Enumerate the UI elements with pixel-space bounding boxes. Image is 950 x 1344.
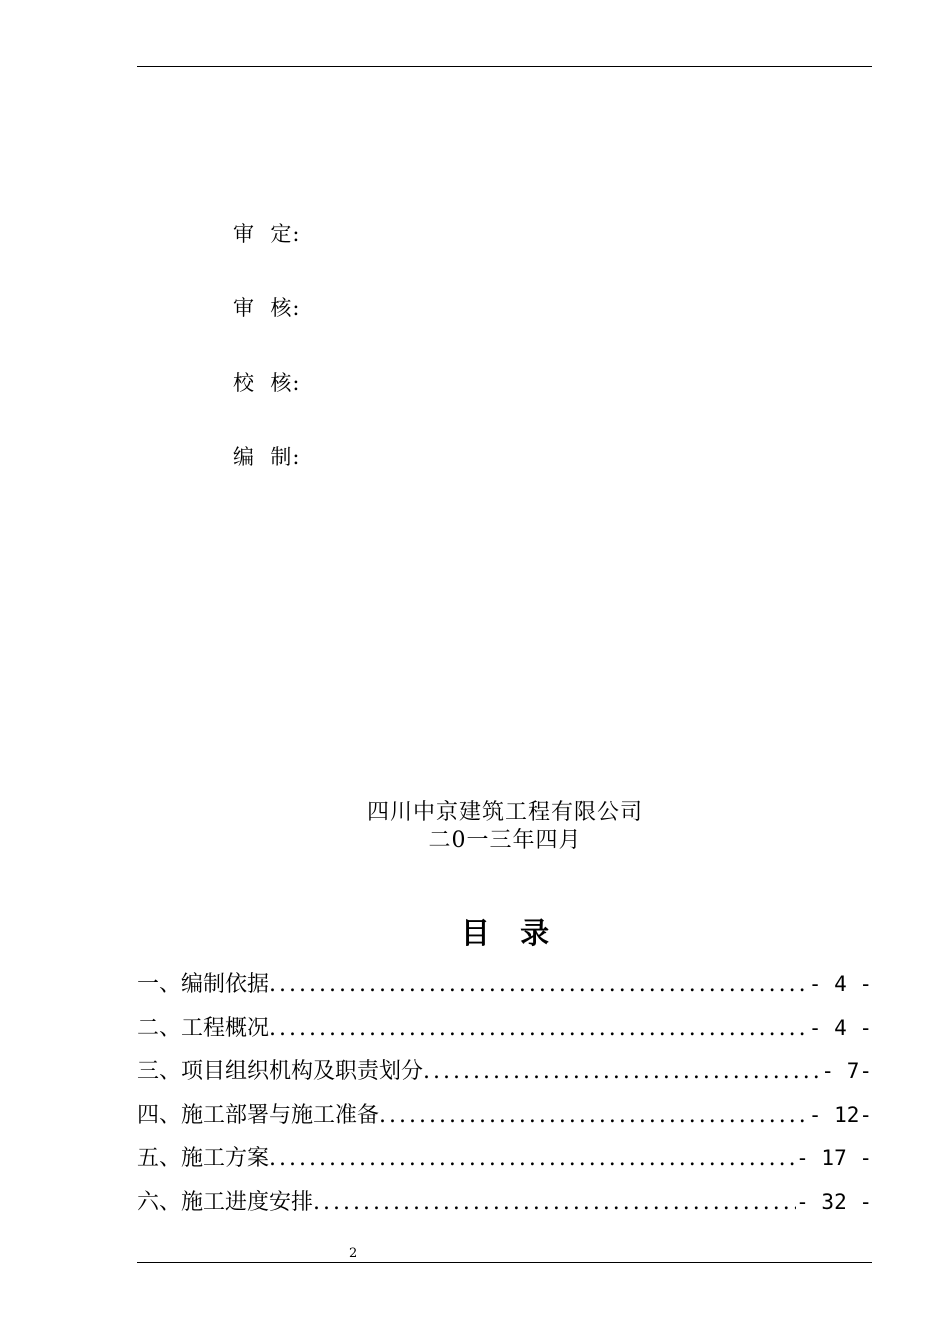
- toc-entry-page: - 7-: [821, 1059, 872, 1083]
- toc-entry-label: 四、施工部署与施工准备: [137, 1102, 380, 1128]
- toc-leader-dots: [379, 1097, 809, 1135]
- toc-entry-label: 六、施工进度安排: [137, 1189, 314, 1215]
- toc-entry-page: - 32 -: [796, 1189, 872, 1214]
- toc-entry-page: - 4 -: [808, 1015, 872, 1040]
- page-number: 2: [349, 1246, 358, 1261]
- signature-compile-label: 编 制:: [233, 445, 301, 469]
- company-name: 四川中京建筑工程有限公司: [366, 800, 643, 825]
- header-rule: [137, 66, 872, 67]
- toc-entry[interactable]: [137, 965, 872, 1009]
- toc-entry-page: - 17 -: [796, 1146, 872, 1170]
- toc-entry[interactable]: [137, 1183, 872, 1227]
- toc-entry-page: - 12-: [808, 1102, 872, 1127]
- signature-check-label: 校 核:: [233, 371, 301, 395]
- toc-leader-dots: [269, 966, 809, 1004]
- toc-entry-page: - 4 -: [808, 972, 872, 996]
- toc-leader-dots: [313, 1184, 796, 1222]
- toc-entry[interactable]: [137, 1096, 872, 1140]
- toc-entry-label: 一、编制依据: [137, 972, 270, 997]
- toc-entry[interactable]: [137, 1009, 872, 1053]
- toc-title: 目 录: [460, 916, 550, 950]
- toc-leader-dots: [269, 1010, 809, 1048]
- signature-approve-label: 审 定:: [233, 222, 301, 246]
- toc-leader-dots: [269, 1140, 796, 1178]
- footer-rule: [137, 1262, 872, 1263]
- table-of-contents: [137, 965, 872, 1226]
- signature-review-label: 审 核:: [233, 296, 301, 320]
- document-date: 二0一三年四月: [428, 828, 582, 853]
- toc-leader-dots: [423, 1053, 821, 1091]
- toc-entry-label: 二、工程概况: [137, 1015, 270, 1041]
- toc-entry[interactable]: [137, 1139, 872, 1183]
- toc-entry-label: 五、施工方案: [137, 1146, 270, 1171]
- toc-entry[interactable]: [137, 1052, 872, 1096]
- toc-entry-label: 三、项目组织机构及职责划分: [137, 1059, 424, 1084]
